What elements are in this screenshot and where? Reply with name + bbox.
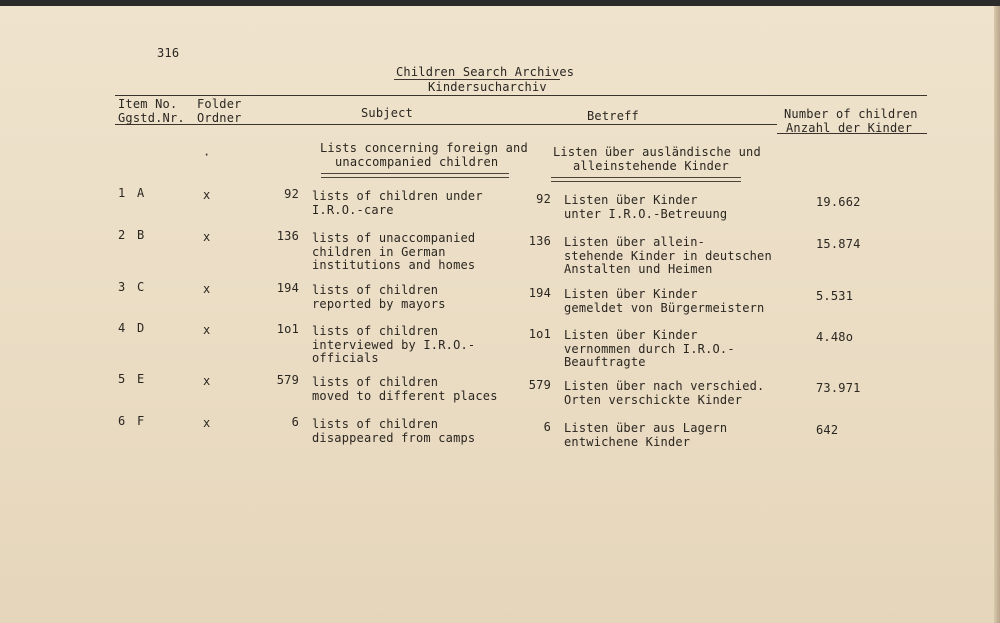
row-children-count: 642: [816, 423, 839, 437]
row-list-count-de: 136: [528, 234, 551, 248]
row-betreff-line: Listen über Kinder: [564, 328, 698, 342]
section-betreff-line1: Listen über ausländische und: [553, 145, 761, 159]
folder-mark: ·: [203, 148, 211, 162]
row-betreff-line: stehende Kinder in deutschen: [564, 248, 772, 263]
col-count-de: Anzahl der Kinder: [786, 121, 913, 135]
section-betreff-line2: alleinstehende Kinder: [573, 159, 729, 173]
row-children-count: 15.874: [816, 237, 861, 251]
row-folder-mark: x: [203, 416, 211, 430]
row-list-count-en: 136: [276, 229, 299, 243]
col-item-no: Item No.: [118, 97, 178, 111]
title-en: Children Search Archives: [396, 65, 575, 79]
row-subject-line: interviewed by I.R.O.-: [312, 337, 476, 352]
row-folder-mark: x: [203, 282, 211, 296]
row-folder-mark: x: [203, 323, 211, 337]
row-item-number: 6: [118, 414, 126, 428]
section-subject-line1: Lists concerning foreign and: [320, 141, 528, 155]
col-folder: Folder: [197, 97, 242, 111]
section-subject-double-rule: [321, 173, 509, 178]
row-subject-line: institutions and homes: [312, 258, 476, 272]
row-betreff-line: gemeldet von Bürgermeistern: [564, 300, 765, 315]
row-children-count: 4.48o: [816, 330, 854, 344]
row-item-number: 3: [118, 280, 126, 294]
row-betreff-line: Listen über aus Lagern: [564, 421, 728, 435]
row-subject-line: moved to different places: [312, 388, 498, 403]
row-item-letter: A: [137, 186, 145, 200]
row-item-number: 1: [118, 186, 126, 200]
row-betreff-line: Orten verschickte Kinder: [564, 392, 743, 407]
row-item-letter: F: [137, 414, 145, 428]
row-list-count-de: 579: [528, 378, 551, 392]
row-betreff-line: Listen über Kinder: [564, 287, 698, 301]
row-subject-line: children in German: [312, 244, 446, 259]
row-subject-line: lists of children: [312, 283, 439, 297]
row-betreff-line: Listen über Kinder: [564, 193, 698, 207]
row-subject-line: lists of children: [312, 375, 439, 389]
row-subject-line: lists of children: [312, 324, 439, 338]
col-item-no-de: Ggstd.Nr.: [118, 111, 185, 125]
row-folder-mark: x: [203, 188, 211, 202]
row-item-letter: E: [137, 372, 145, 386]
row-item-letter: B: [137, 228, 145, 242]
row-item-letter: D: [137, 321, 145, 335]
row-item-number: 5: [118, 372, 126, 386]
row-subject-line: officials: [312, 351, 379, 365]
row-children-count: 19.662: [816, 195, 861, 209]
row-item-letter: C: [137, 280, 145, 294]
row-item-number: 2: [118, 228, 126, 242]
section-betreff-double-rule: [551, 177, 741, 182]
col-count: Number of children: [784, 107, 918, 121]
row-item-number: 4: [118, 321, 126, 335]
row-betreff-line: Beauftragte: [564, 355, 646, 369]
row-list-count-en: 579: [276, 373, 299, 387]
row-list-count-de: 194: [528, 286, 551, 300]
row-subject-line: lists of unaccompanied: [312, 231, 476, 245]
row-betreff-line: unter I.R.O.-Betreuung: [564, 206, 728, 221]
page-edge: [994, 6, 1000, 623]
row-subject-line: reported by mayors: [312, 296, 446, 311]
row-list-count-en: 6: [291, 415, 299, 429]
row-subject-line: lists of children: [312, 417, 439, 431]
row-list-count-en: 92: [284, 187, 299, 201]
col-folder-de: Ordner: [197, 111, 242, 125]
row-list-count-de: 1o1: [528, 327, 551, 341]
row-subject-line: lists of children under: [312, 189, 483, 203]
col-subject: Subject: [361, 106, 413, 120]
row-subject-line: I.R.O.-care: [312, 202, 394, 217]
row-children-count: 5.531: [816, 289, 854, 303]
row-list-count-en: 1o1: [276, 322, 299, 336]
title-de: Kindersucharchiv: [428, 80, 547, 94]
row-betreff-line: Listen über nach verschied.: [564, 379, 765, 393]
header-rule-top: [115, 95, 927, 96]
row-betreff-line: vernommen durch I.R.O.-: [564, 341, 735, 356]
row-list-count-de: 6: [543, 420, 551, 434]
page-number: 316: [157, 46, 180, 60]
col-betreff: Betreff: [587, 109, 639, 123]
row-betreff-line: entwichene Kinder: [564, 434, 691, 449]
row-subject-line: disappeared from camps: [312, 430, 476, 445]
row-betreff-line: Listen über allein-: [564, 235, 706, 249]
section-subject-line2: unaccompanied children: [335, 155, 499, 169]
row-list-count-en: 194: [276, 281, 299, 295]
row-folder-mark: x: [203, 230, 211, 244]
row-list-count-de: 92: [536, 192, 551, 206]
row-folder-mark: x: [203, 374, 211, 388]
row-children-count: 73.971: [816, 381, 861, 395]
row-betreff-line: Anstalten und Heimen: [564, 262, 713, 276]
